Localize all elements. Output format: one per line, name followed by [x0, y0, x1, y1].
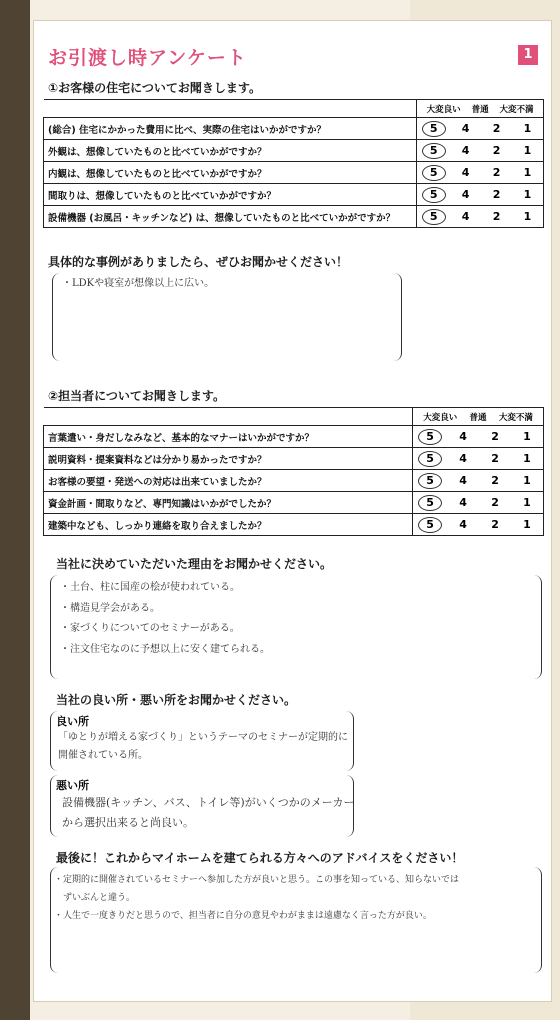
question-row — [44, 162, 544, 184]
section1-table — [43, 99, 544, 228]
advice-prompt: 最後に！これからマイホームを建てられる方々へのアドバイスをください！ — [56, 851, 464, 865]
selected-score[interactable]: 5 — [418, 429, 442, 445]
score-options — [417, 143, 543, 159]
selected-score[interactable]: 5 — [422, 121, 446, 137]
example-answer: ・LDKや寝室が想像以上に広い。 — [62, 278, 215, 289]
selected-score[interactable]: 5 — [418, 451, 442, 467]
score-option[interactable]: 2 — [492, 144, 501, 157]
question-text: お客様の要望・発送への対応は出来ていましたか？ — [44, 470, 413, 492]
bad-line: から選択出来ると尚良い。 — [62, 815, 194, 829]
score-option[interactable]: 1 — [523, 518, 531, 531]
selected-score[interactable]: 5 — [422, 165, 446, 181]
score-option[interactable]: 1 — [523, 122, 532, 135]
score-options — [417, 121, 543, 137]
score-cell — [417, 118, 544, 140]
score-option[interactable]: 2 — [491, 452, 499, 465]
selected-score[interactable]: 5 — [418, 495, 442, 511]
reason-prompt: 当社に決めていただいた理由をお聞かせください。 — [56, 557, 333, 571]
question-text: 設備機器 (お風呂・キッチンなど) は、想像していたものと比べていかがですか？ — [44, 206, 417, 228]
rating-header — [413, 408, 544, 426]
question-row — [44, 470, 544, 492]
question-row — [44, 206, 544, 228]
example-prompt: 具体的な事例がありましたら、ぜひお聞かせください！ — [48, 255, 349, 269]
question-text: 言葉遣い・身だしなみなど、基本的なマナーはいかがですか？ — [44, 426, 413, 448]
bad-line: 設備機器(キッチン、バス、トイレ等)がいくつかのメーカー — [62, 796, 355, 809]
reason-answers — [60, 578, 270, 660]
reason-line: ・土台、柱に国産の桧が使われている。 — [60, 582, 240, 593]
score-option[interactable]: 1 — [523, 166, 532, 179]
score-cell — [413, 492, 544, 514]
question-row — [44, 140, 544, 162]
score-option[interactable]: 4 — [461, 122, 470, 135]
score-option[interactable]: 2 — [492, 210, 501, 223]
col-normal: 普通 — [471, 104, 489, 115]
score-options — [413, 495, 543, 511]
survey-sheet — [33, 20, 552, 1002]
col-very-bad: 大変不満 — [498, 412, 533, 423]
score-options — [413, 451, 543, 467]
score-option[interactable]: 2 — [491, 430, 499, 443]
blank-header — [44, 100, 417, 118]
question-row — [44, 492, 544, 514]
score-option[interactable]: 2 — [492, 188, 501, 201]
selected-score[interactable]: 5 — [422, 187, 446, 203]
score-option[interactable]: 4 — [459, 474, 467, 487]
question-text: 建築中なども、しっかり連絡を取り合えましたか？ — [44, 514, 413, 536]
score-cell — [417, 184, 544, 206]
score-option[interactable]: 1 — [523, 430, 531, 443]
score-option[interactable]: 1 — [523, 210, 532, 223]
good-line: 「ゆとりが増える家づくり」というテーマのセミナーが定期的に — [58, 732, 348, 743]
score-option[interactable]: 1 — [523, 474, 531, 487]
score-options — [413, 429, 543, 445]
question-row — [44, 184, 544, 206]
selected-score[interactable]: 5 — [422, 143, 446, 159]
col-very-good: 大変良い — [423, 412, 458, 423]
advice-answer — [54, 871, 459, 925]
score-cell — [413, 470, 544, 492]
col-normal: 普通 — [469, 412, 487, 423]
question-text: 説明資料・提案資料などは分かり易かったですか？ — [44, 448, 413, 470]
score-cell — [413, 426, 544, 448]
section2-table — [43, 407, 544, 536]
score-option[interactable]: 2 — [492, 122, 501, 135]
score-option[interactable]: 4 — [461, 144, 470, 157]
score-option[interactable]: 1 — [523, 452, 531, 465]
score-cell — [417, 162, 544, 184]
selected-score[interactable]: 5 — [418, 473, 442, 489]
reason-line: ・家づくりについてのセミナーがある。 — [60, 623, 240, 634]
question-text: 間取りは、想像していたものと比べていかがですか？ — [44, 184, 417, 206]
question-text: 外観は、想像していたものと比べていかがですか？ — [44, 140, 417, 162]
score-option[interactable]: 4 — [459, 430, 467, 443]
question-row — [44, 426, 544, 448]
score-option[interactable]: 4 — [461, 166, 470, 179]
score-option[interactable]: 2 — [491, 496, 499, 509]
score-cell — [417, 206, 544, 228]
bad-label: 悪い所 — [56, 779, 89, 792]
good-answer — [58, 729, 348, 765]
score-option[interactable]: 1 — [523, 496, 531, 509]
score-cell — [417, 140, 544, 162]
advice-line: ・人生で一度きりだと思うので、担当者に自分の意見やわがままは遠慮なく言った方が良い。 — [54, 911, 432, 921]
bad-answer — [62, 793, 355, 833]
score-options — [417, 209, 543, 225]
page-number-badge: 1 — [518, 45, 538, 65]
score-option[interactable]: 4 — [459, 496, 467, 509]
score-option[interactable]: 4 — [459, 518, 467, 531]
section1-heading: ①お客様の住宅についてお聞きします。 — [48, 81, 261, 95]
score-option[interactable]: 4 — [461, 188, 470, 201]
selected-score[interactable]: 5 — [422, 209, 446, 225]
page-title: お引渡し時アンケート — [48, 47, 247, 69]
question-row — [44, 118, 544, 140]
question-row — [44, 448, 544, 470]
good-bad-prompt: 当社の良い所・悪い所をお聞かせください。 — [56, 693, 297, 707]
col-very-good: 大変良い — [426, 104, 461, 115]
score-options — [413, 473, 543, 489]
rating-header — [417, 100, 544, 118]
score-options — [417, 165, 543, 181]
question-row — [44, 514, 544, 536]
score-cell — [413, 448, 544, 470]
score-option[interactable]: 2 — [491, 518, 499, 531]
reason-line: ・構造見学会がある。 — [60, 602, 160, 614]
blank-header — [44, 408, 413, 426]
question-text: 内観は、想像していたものと比べていかがですか？ — [44, 162, 417, 184]
score-option[interactable]: 4 — [461, 210, 470, 223]
col-very-bad: 大変不満 — [499, 104, 534, 115]
score-option[interactable]: 1 — [523, 188, 532, 201]
good-line: 開催されている所。 — [58, 750, 148, 761]
question-text: (総合) 住宅にかかった費用に比べ、実際の住宅はいかがですか？ — [44, 118, 417, 140]
section2-heading: ②担当者についてお聞きします。 — [48, 389, 225, 403]
score-option[interactable]: 4 — [459, 452, 467, 465]
score-option[interactable]: 2 — [491, 474, 499, 487]
score-options — [417, 187, 543, 203]
advice-line: ・定期的に開催されているセミナーへ参加した方が良いと思う。この事を知っている、知らないでは — [54, 875, 460, 885]
question-text: 資金計画・間取りなど、専門知識はいかがでしたか？ — [44, 492, 413, 514]
selected-score[interactable]: 5 — [418, 517, 442, 533]
score-option[interactable]: 2 — [492, 166, 501, 179]
score-options — [413, 517, 543, 533]
reason-line: ・注文住宅なのに予想以上に安く建てられる。 — [60, 643, 270, 655]
good-label: 良い所 — [56, 715, 89, 728]
advice-line: ずいぶんと違う。 — [54, 893, 136, 903]
score-cell — [413, 514, 544, 536]
score-option[interactable]: 1 — [523, 144, 532, 157]
left-border — [0, 0, 30, 1020]
